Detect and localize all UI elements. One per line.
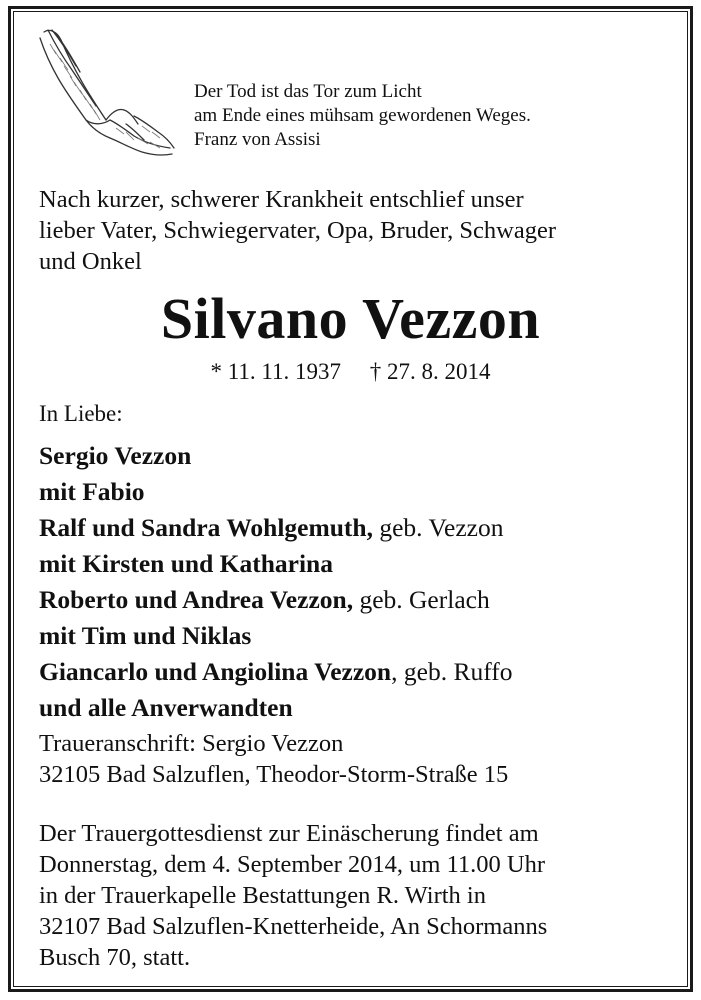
mourner-line xyxy=(39,438,512,474)
praying-hands-icon xyxy=(30,24,182,158)
mourner-line xyxy=(39,582,512,618)
mourner-note: geb. Vezzon xyxy=(372,513,504,542)
mourner-line xyxy=(39,546,512,582)
mourner-name: Sergio Vezzon xyxy=(39,441,192,470)
mourner-note: geb. Gerlach xyxy=(353,585,490,614)
service-notice xyxy=(39,818,547,973)
quote-line: am Ende eines mühsam gewordenen Weges. xyxy=(194,105,531,126)
mourner-line xyxy=(39,690,512,726)
address-line: 32105 Bad Salzuflen, Theodor-Storm-Straße 15 xyxy=(39,761,509,788)
mourners-list xyxy=(39,438,512,726)
service-line: in der Trauerkapelle Bestattungen R. Wirth in xyxy=(39,882,486,909)
mourner-name: Ralf und Sandra Wohlgemuth, xyxy=(39,513,373,542)
deceased-name: Silvano Vezzon xyxy=(160,286,541,351)
mourner-name: Giancarlo und Angiolina Vezzon xyxy=(39,657,392,686)
service-line: Der Trauergottesdienst zur Einäscherung findet am xyxy=(39,820,539,847)
quote-line: Der Tod ist das Tor zum Licht xyxy=(194,81,422,102)
mourning-address xyxy=(39,728,508,790)
intro-text xyxy=(39,184,556,277)
address-line: Traueranschrift: Sergio Vezzon xyxy=(39,730,344,757)
intro-line: und Onkel xyxy=(39,248,142,275)
mourner-name: mit Tim und Niklas xyxy=(39,621,252,650)
mourner-line xyxy=(39,510,512,546)
mourner-line xyxy=(39,618,512,654)
mourners-heading: In Liebe: xyxy=(39,401,123,426)
intro-line: Nach kurzer, schwerer Krankheit entschlief unser xyxy=(39,186,524,213)
service-line: Busch 70, statt. xyxy=(39,944,191,971)
mourner-name: Roberto und Andrea Vezzon, xyxy=(39,585,354,614)
quote-author: Franz von Assisi xyxy=(194,129,321,150)
mourner-line xyxy=(39,654,512,690)
mourner-name: mit Kirsten und Katharina xyxy=(39,549,333,578)
quote xyxy=(194,80,531,152)
mourner-name: und alle Anverwandten xyxy=(39,693,293,722)
mourner-name: mit Fabio xyxy=(39,477,145,506)
service-line: Donnerstag, dem 4. September 2014, um 11.00 Uhr xyxy=(39,851,546,878)
life-dates: * 11. 11. 1937 † 27. 8. 2014 xyxy=(210,359,491,384)
intro-line: lieber Vater, Schwiegervater, Opa, Bruder, Schwager xyxy=(39,217,557,244)
service-line: 32107 Bad Salzuflen-Knetterheide, An Schormanns xyxy=(39,913,548,940)
mourner-line xyxy=(39,474,512,510)
mourner-note: , geb. Ruffo xyxy=(391,657,513,686)
